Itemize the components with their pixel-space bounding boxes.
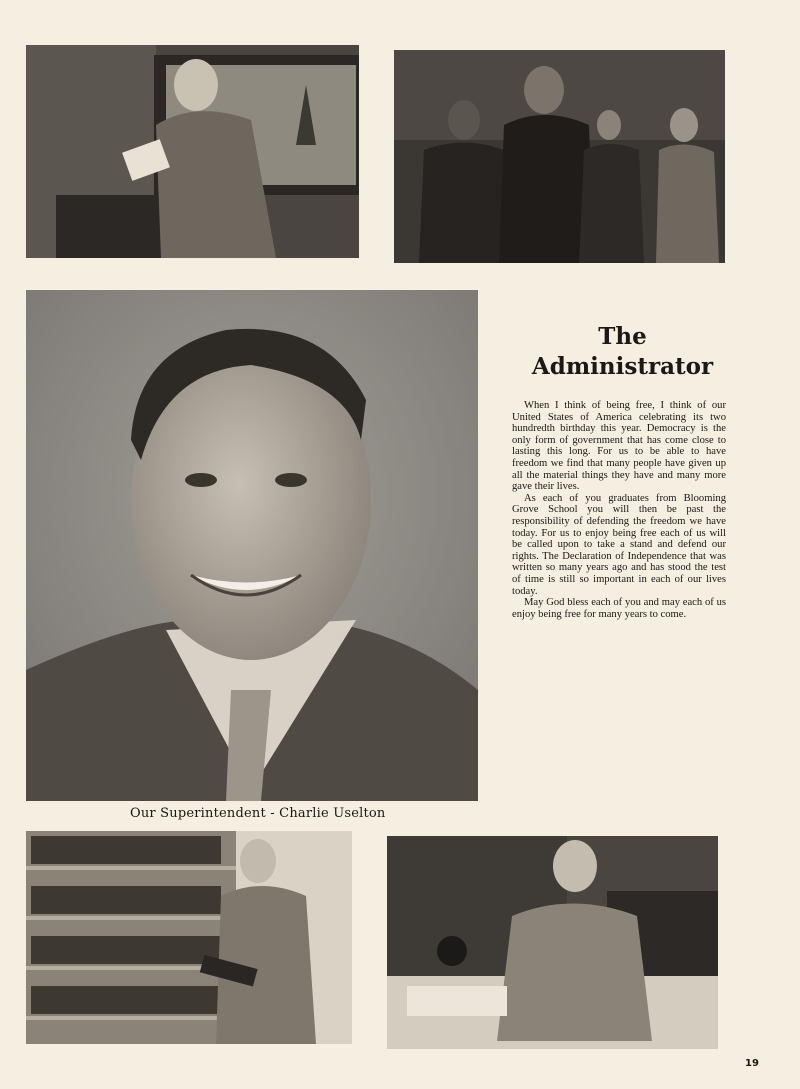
photo-man-at-desk [387,836,718,1049]
article-paragraph: May God bless each of you and may each of us enjoy being free for many years to come. [512,597,726,620]
page-number: 19 [745,1058,759,1069]
photo-man-at-bookshelf [26,831,352,1044]
portrait-superintendent [26,290,478,801]
article-paragraph: As each of you graduates from Blooming Grove School you will then be past the responsibility of defending the freedom we have today. For us to enjoy being free each of us will be called upon to take a stand and defend our rights. The Declaration of Independence that was written so many years ago and has stood the test of time is still so important in each of our lives today. [512,492,726,597]
title-line-2: Administrator [531,353,714,380]
photo-group-meeting [394,50,725,263]
title-line-1: The [598,323,647,350]
photo-man-with-papers [26,45,359,258]
article-paragraph: When I think of being free, I think of our United States of America celebrating its two hundredth birthday this year. Democracy is the only form of government that has come close to lasting this long. For us to be able to have freedom we find that many people have given up all the material things they have and many more gave their lives. [512,400,726,493]
article-body [512,400,726,620]
photo-caption: Our Superintendent - Charlie Uselton [130,806,386,821]
page-title [510,322,735,382]
